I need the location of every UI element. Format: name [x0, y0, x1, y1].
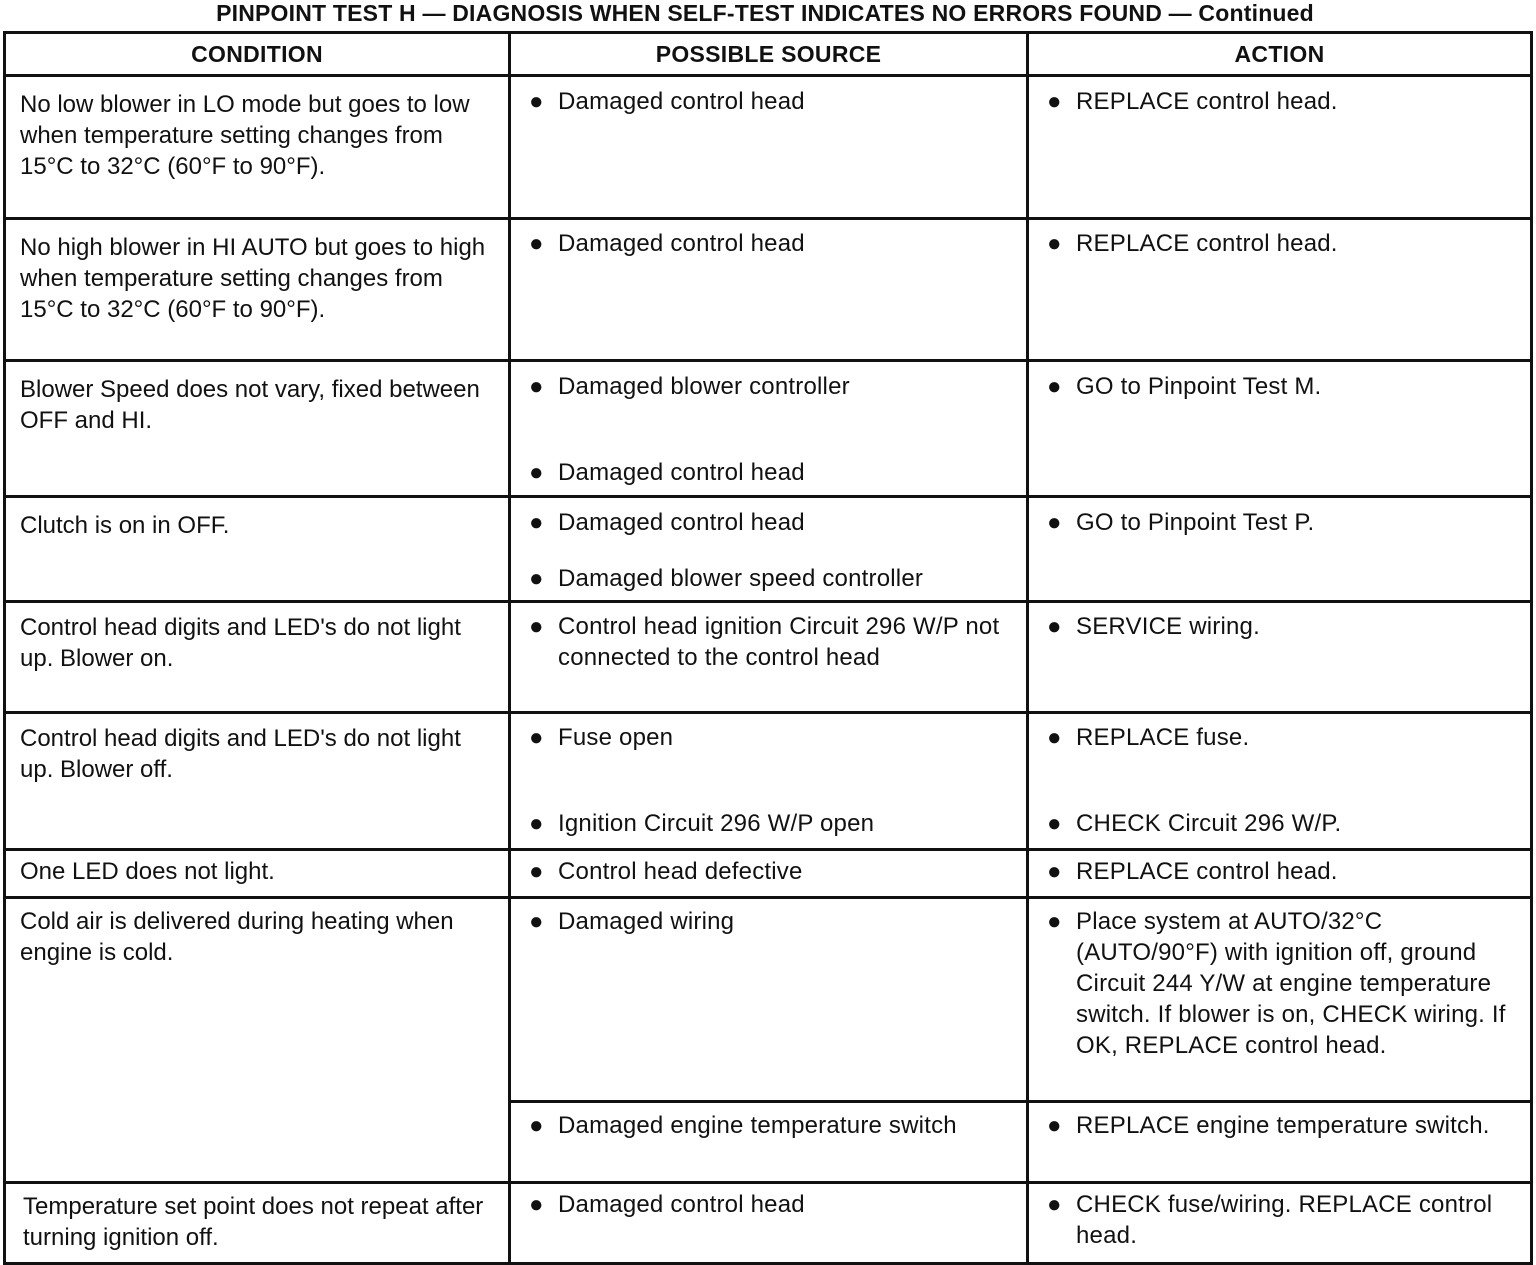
table-row	[5, 219, 1532, 361]
action-cell	[1028, 76, 1532, 219]
source-text: Damaged control head	[558, 1191, 805, 1218]
condition-cell	[5, 1183, 510, 1264]
header-row	[5, 33, 1532, 76]
action-text: REPLACE fuse.	[1076, 724, 1250, 751]
bullet-icon: ●	[1047, 1112, 1062, 1139]
condition-cell	[5, 76, 510, 219]
source-cell	[510, 1102, 1028, 1183]
source-text: Fuse open	[558, 724, 674, 751]
source-text: Damaged control head	[558, 88, 805, 115]
action-cell	[1028, 219, 1532, 361]
bullet-icon: ●	[529, 230, 544, 257]
source-cell	[510, 898, 1028, 1102]
table-row	[5, 850, 1532, 898]
condition-text: Control head digits and LED's do not light up. Blower on.	[20, 614, 461, 672]
bullet-icon: ●	[1047, 88, 1062, 115]
condition-cell	[5, 898, 510, 1183]
action-text: REPLACE control head.	[1076, 230, 1338, 257]
source-text: Damaged control head	[558, 509, 805, 536]
bullet-icon: ●	[1047, 858, 1062, 885]
action-cell	[1028, 713, 1532, 850]
source-text: Damaged blower controller	[558, 373, 850, 400]
bullet-icon: ●	[529, 1112, 544, 1139]
condition-cell	[5, 713, 510, 850]
source-cell	[510, 76, 1028, 219]
action-cell	[1028, 850, 1532, 898]
source-text: Ignition Circuit 296 W/P open	[558, 810, 875, 837]
bullet-icon: ●	[529, 373, 544, 400]
bullet-icon: ●	[529, 613, 544, 640]
action-cell	[1028, 1102, 1532, 1183]
bullet-icon: ●	[1047, 373, 1062, 400]
source-text: Control head ignition Circuit 296 W/P not connected to the control head	[558, 613, 1000, 671]
page-title: PINPOINT TEST H — DIAGNOSIS WHEN SELF-TEST INDICATES NO ERRORS FOUND — Continued	[216, 0, 1314, 26]
condition-cell	[5, 850, 510, 898]
source-cell	[510, 713, 1028, 850]
table-row	[5, 76, 1532, 219]
bullet-icon: ●	[529, 88, 544, 115]
bullet-icon: ●	[529, 459, 544, 486]
source-cell	[510, 602, 1028, 713]
bullet-icon: ●	[1047, 810, 1062, 837]
possible-source-header: POSSIBLE SOURCE	[510, 33, 1028, 76]
action-text: REPLACE control head.	[1076, 858, 1338, 885]
bullet-icon: ●	[1047, 509, 1062, 536]
action-cell	[1028, 497, 1532, 602]
action-text: CHECK fuse/wiring. REPLACE control head.	[1076, 1191, 1493, 1249]
condition-header: CONDITION	[5, 33, 510, 76]
bullet-icon: ●	[529, 810, 544, 837]
table-row	[5, 713, 1532, 850]
bullet-icon: ●	[529, 908, 544, 935]
condition-cell	[5, 219, 510, 361]
table-row	[5, 1183, 1532, 1264]
bullet-icon: ●	[1047, 724, 1062, 751]
bullet-icon: ●	[1047, 613, 1062, 640]
table-row	[5, 361, 1532, 497]
source-text: Control head defective	[558, 858, 803, 885]
action-text: GO to Pinpoint Test P.	[1076, 509, 1315, 536]
action-header: ACTION	[1028, 33, 1532, 76]
condition-text: No high blower in HI AUTO but goes to high when temperature setting changes from 15°C to 32°C (60°F to 90°F).	[20, 234, 486, 323]
bullet-icon: ●	[529, 724, 544, 751]
bullet-icon: ●	[529, 1191, 544, 1218]
source-cell	[510, 1183, 1028, 1264]
action-cell	[1028, 361, 1532, 497]
condition-text: Temperature set point does not repeat after turning ignition off.	[23, 1193, 484, 1251]
condition-text: No low blower in LO mode but goes to low when temperature setting changes from 15°C to 32°C (60°F to 90°F).	[20, 91, 470, 180]
bullet-icon: ●	[529, 565, 544, 592]
source-text: Damaged blower speed controller	[558, 565, 924, 592]
action-cell	[1028, 898, 1532, 1102]
diagnosis-table	[3, 31, 1533, 1265]
source-text: Damaged engine temperature switch	[558, 1112, 957, 1139]
table-row	[5, 898, 1532, 1102]
condition-cell	[5, 602, 510, 713]
condition-cell	[5, 361, 510, 497]
bullet-icon: ●	[529, 509, 544, 536]
condition-text: Clutch is on in OFF.	[20, 512, 230, 539]
condition-text: Blower Speed does not vary, fixed between OFF and HI.	[20, 376, 480, 434]
source-text: Damaged control head	[558, 230, 805, 257]
source-cell	[510, 361, 1028, 497]
bullet-icon: ●	[1047, 908, 1062, 935]
source-cell	[510, 497, 1028, 602]
action-text: GO to Pinpoint Test M.	[1076, 373, 1322, 400]
action-text: SERVICE wiring.	[1076, 613, 1260, 640]
source-text: Damaged control head	[558, 459, 805, 486]
source-cell	[510, 219, 1028, 361]
condition-text: Control head digits and LED's do not light up. Blower off.	[20, 725, 461, 783]
bullet-icon: ●	[1047, 1191, 1062, 1218]
action-cell	[1028, 602, 1532, 713]
action-text: REPLACE control head.	[1076, 88, 1338, 115]
source-cell	[510, 850, 1028, 898]
bullet-icon: ●	[1047, 230, 1062, 257]
action-text: REPLACE engine temperature switch.	[1076, 1112, 1490, 1139]
condition-text: One LED does not light.	[20, 858, 275, 885]
bullet-icon: ●	[529, 858, 544, 885]
table-row	[5, 497, 1532, 602]
table-row	[5, 602, 1532, 713]
source-text: Damaged wiring	[558, 908, 735, 935]
action-cell	[1028, 1183, 1532, 1264]
condition-text: Cold air is delivered during heating when engine is cold.	[20, 908, 454, 966]
action-text: CHECK Circuit 296 W/P.	[1076, 810, 1342, 837]
action-text: Place system at AUTO/32°C (AUTO/90°F) with ignition off, ground Circuit 244 Y/W at engine temperature switch. If blower is on, CHECK wiring. If OK, REPLACE control head.	[1076, 908, 1506, 1059]
condition-cell	[5, 497, 510, 602]
